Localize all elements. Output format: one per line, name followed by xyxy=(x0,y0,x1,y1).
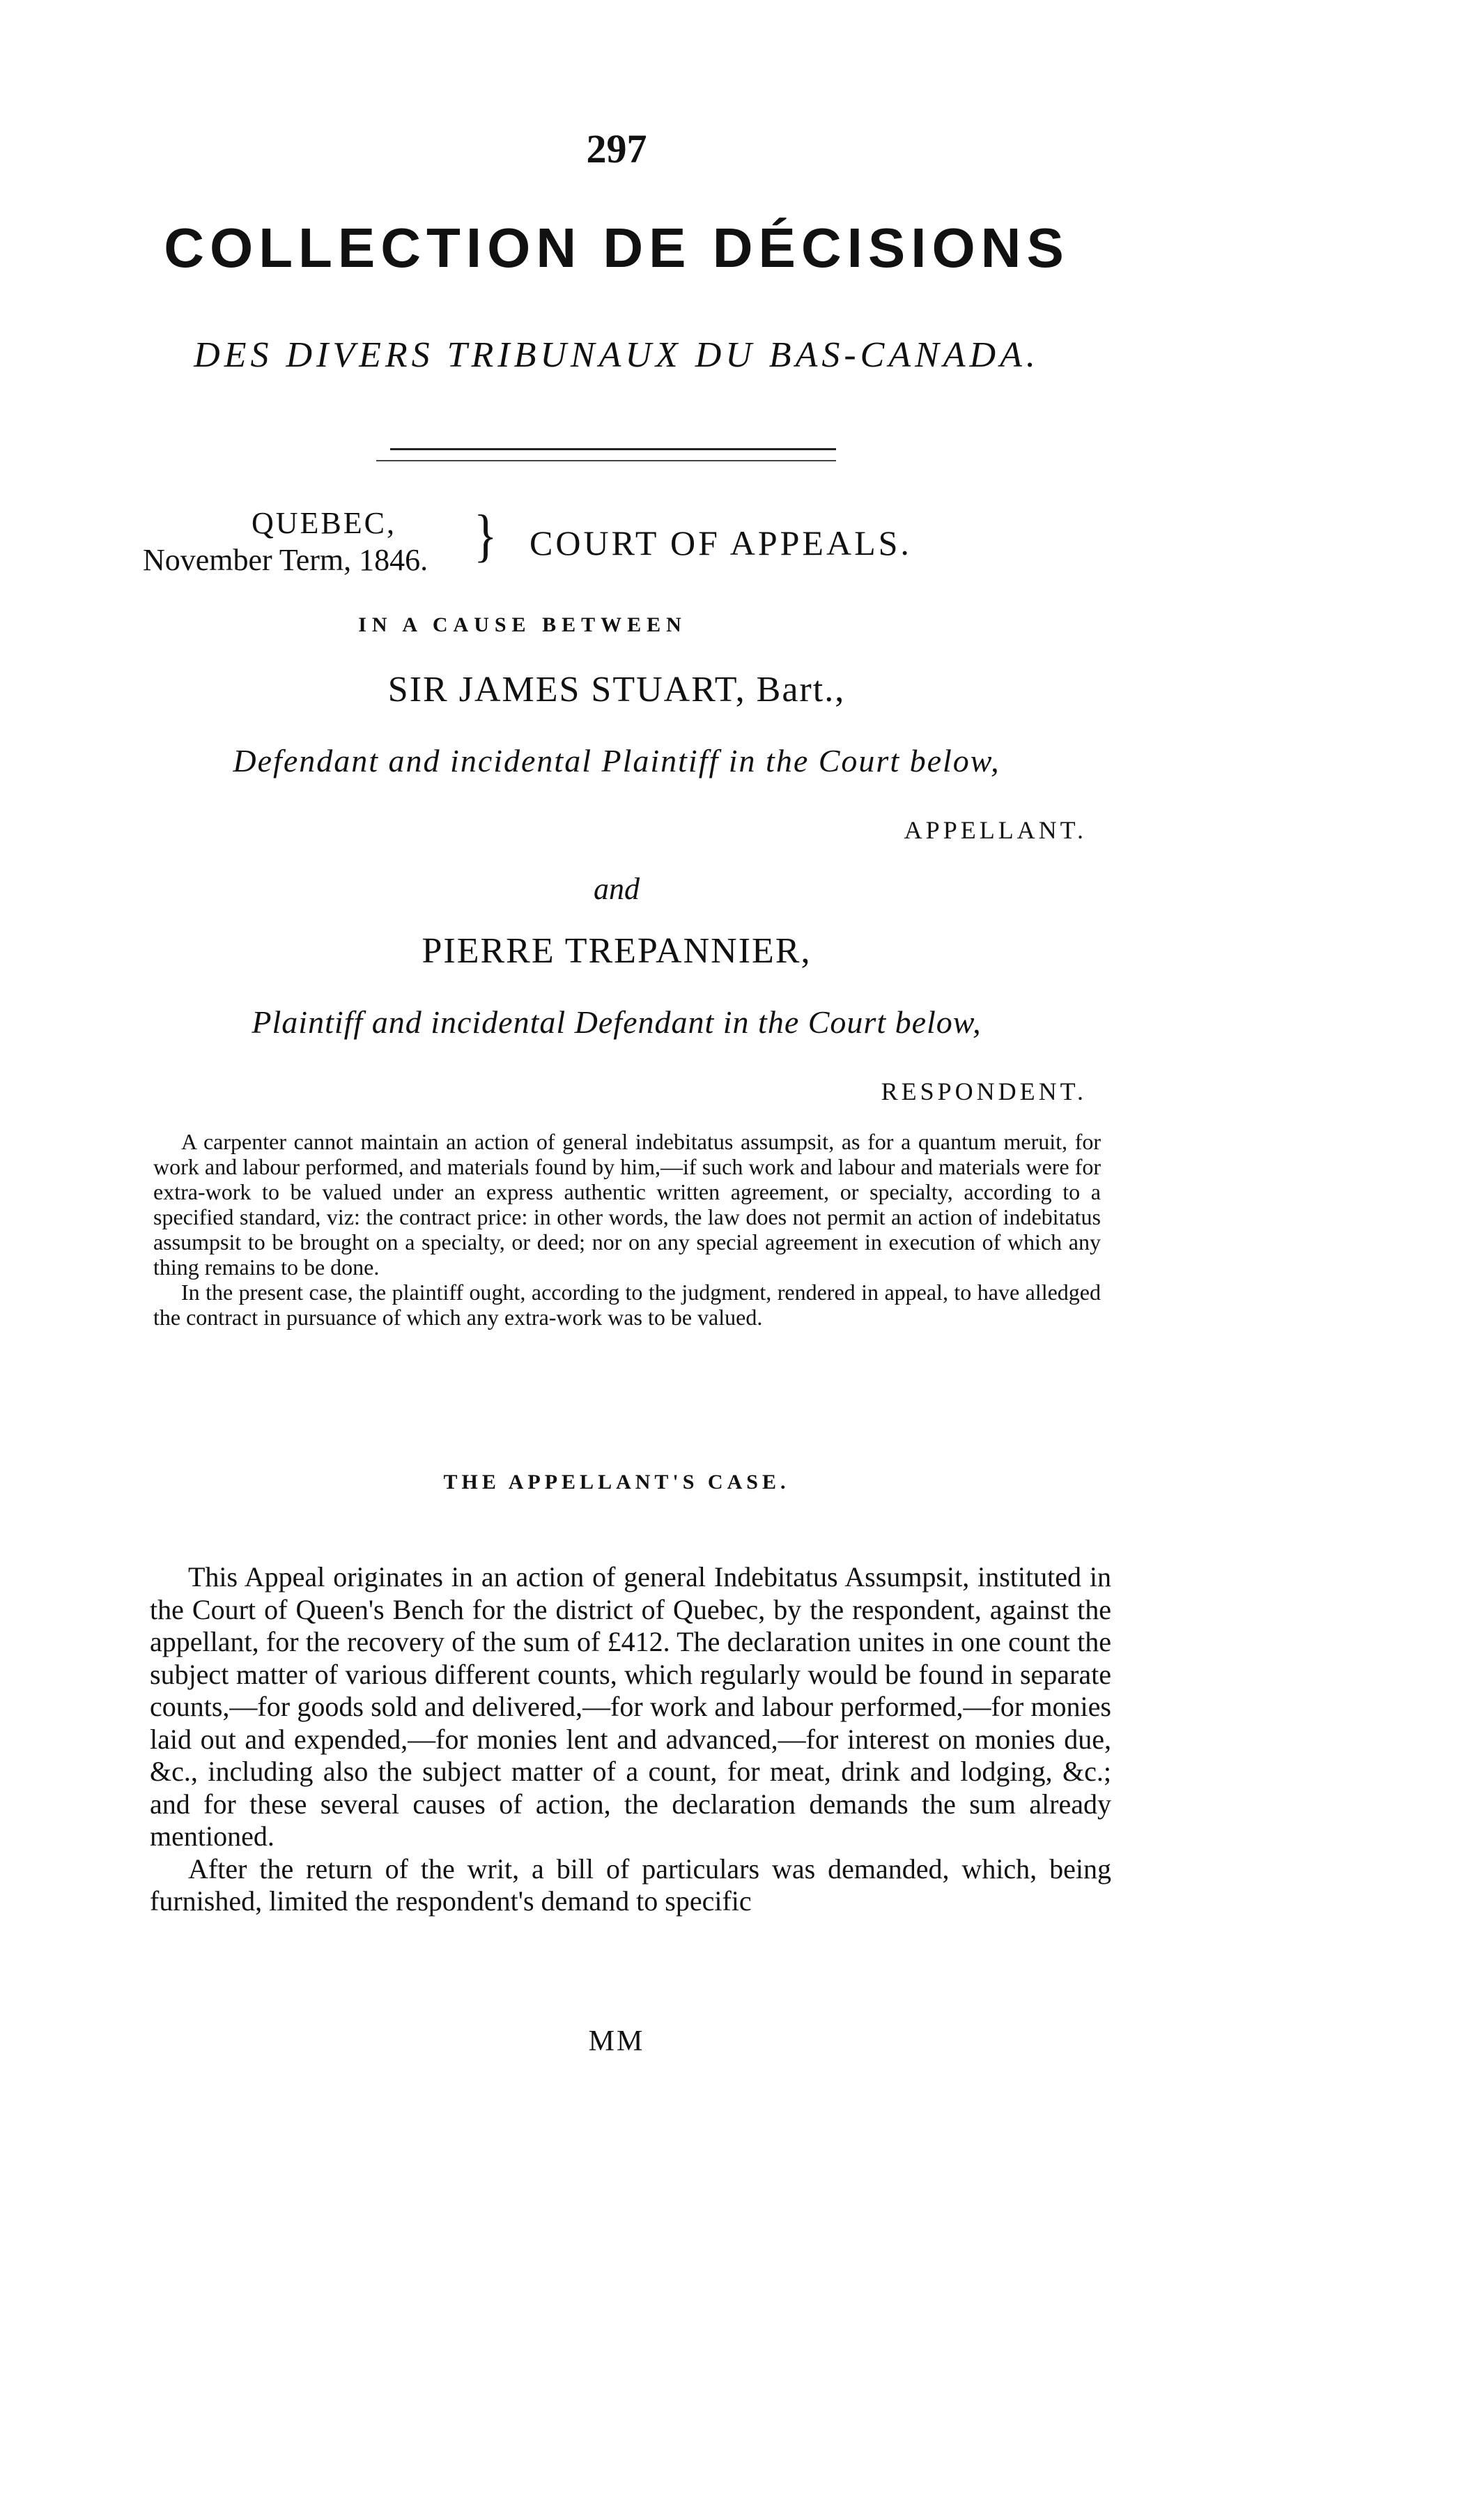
page-title: COLLECTION DE DÉCISIONS xyxy=(164,217,1069,279)
appellant-status: APPELLANT. xyxy=(904,816,1087,844)
body-text xyxy=(150,1561,1111,1918)
appellant-role: Defendant and incidental Plaintiff in the Court below, xyxy=(233,743,1000,778)
cause-label: IN A CAUSE BETWEEN xyxy=(358,613,687,636)
headnote-paragraph: A carpenter cannot maintain an action of general indebitatus assumpsit, as for a quantum meruit, for work and labour performed, and materials found by him,—if such work and labour and materials were for extra-work to be valued under an express authentic written agreement, or specialty, according to a specified standard, viz: the contract price: in other words, the law does not permit an action of indebitatus assumpsit to be brought on a specialty, or deed; nor on any special agreement in execution of which any thing remains to be done. xyxy=(153,1129,1101,1280)
parties-conjunction: and xyxy=(594,872,640,906)
page-number: 297 xyxy=(586,126,647,171)
respondent-name: PIERRE TREPANNIER, xyxy=(422,931,812,971)
court-name: COURT OF APPEALS. xyxy=(530,523,912,562)
body-paragraph: This Appeal originates in an action of general Indebitatus Assumpsit, instituted in the Court of Queen's Bench for the district of Quebec, by the respondent, against the appellant, for the recovery of the sum of £412. The declaration unites in one count the subject matter of various different counts, which regularly would be found in separate counts,—for goods sold and delivered,—for work and labour performed,—for monies laid out and expended,—for monies lent and advanced,—for interest on monies due, &c., including also the subject matter of a count, for meat, drink and lodging, &c.; and for these several causes of action, the declaration demands the sum already mentioned. xyxy=(150,1561,1111,1852)
headnote-paragraph: In the present case, the plaintiff ought, according to the judgment, rendered in appeal, to have alledged the contract in pursuance of which any extra-work was to be valued. xyxy=(153,1280,1101,1330)
title-divider-rule xyxy=(390,448,836,450)
section-heading: THE APPELLANT'S CASE. xyxy=(443,1471,790,1494)
body-paragraph: After the return of the writ, a bill of particulars was demanded, which, being furnished, limited the respondent's demand to specific xyxy=(150,1852,1111,1917)
headnote xyxy=(153,1129,1101,1330)
venue-term: November Term, 1846. xyxy=(143,543,428,577)
respondent-status: RESPONDENT. xyxy=(881,1077,1087,1105)
venue-city: QUEBEC, xyxy=(252,506,396,540)
page-subtitle: DES DIVERS TRIBUNAUX DU BAS-CANADA. xyxy=(194,335,1039,375)
brace-icon: } xyxy=(474,504,497,569)
appellant-name: SIR JAMES STUART, Bart., xyxy=(387,670,846,709)
signature-mark: MM xyxy=(588,2025,645,2057)
respondent-role: Plaintiff and incidental Defendant in the Court below, xyxy=(252,1004,982,1040)
title-divider-rule-secondary xyxy=(376,460,836,461)
